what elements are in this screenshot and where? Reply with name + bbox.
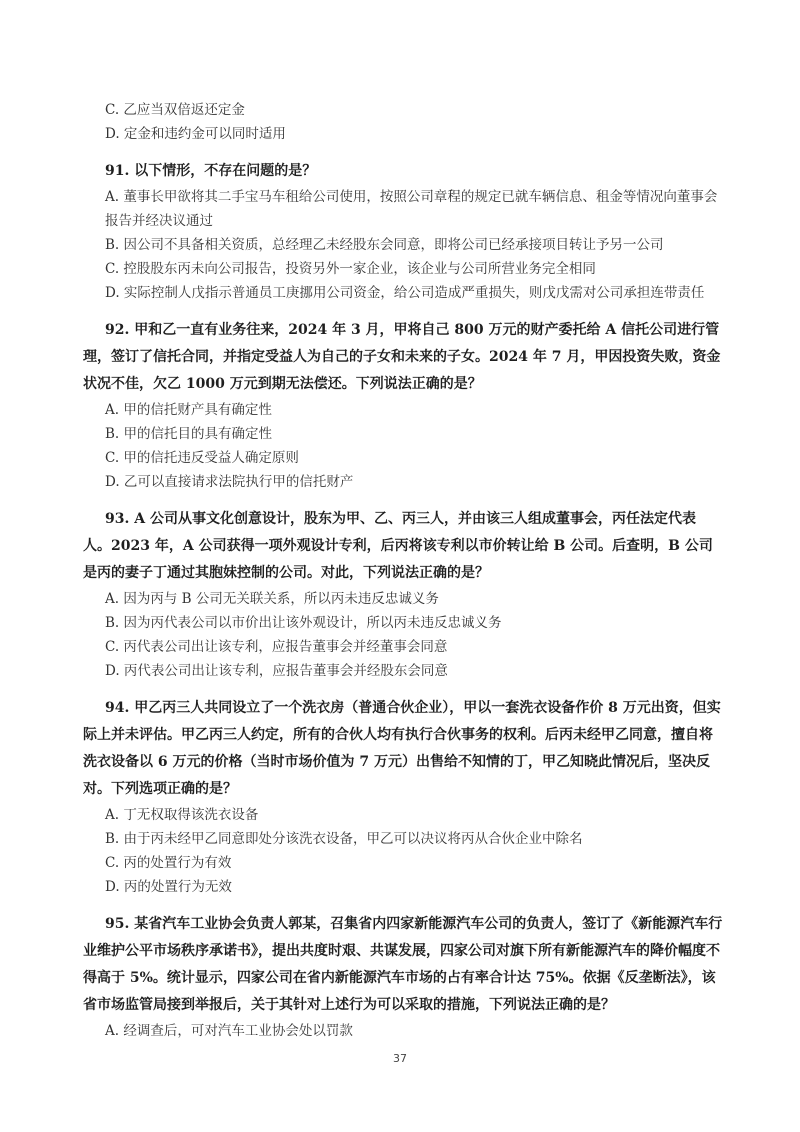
question-93-option-c: C. 丙代表公司出让该专利，应报告董事会并经董事会同意: [105, 639, 448, 655]
question-92-option-a: A. 甲的信托财产具有确定性: [105, 402, 272, 418]
option-d-prev: D. 定金和违约金可以同时适用: [105, 126, 286, 142]
question-95-stem: 95. 某省汽车工业协会负责人郭某，召集省内四家新能源汽车公司的负责人，签订了《新能源汽车行业维护公平市场秩序承诺书》，提出共度时艰、共谋发展，四家公司对旗下所有新能源汽车的降价幅度不得高于 5%。统计显示，四家公司在省内新能源汽车市场的占有率合计达 75%。依据《反垄断法》，该省市场监管局接到举报后，关于其针对上述行为可以采取的措施，下列说法正确的是？: [83, 916, 723, 1013]
question-93-option-a: A. 因为丙与 B 公司无关联关系，所以丙未违反忠诚义务: [105, 591, 439, 607]
question-94-option-b: B. 由于丙未经甲乙同意即处分该洗衣设备，甲乙可以决议将丙从合伙企业中除名: [105, 831, 583, 847]
question-93-stem: 93. A 公司从事文化创意设计，股东为甲、乙、丙三人，并由该三人组成董事会，丙任法定代表人。2023 年，A 公司获得一项外观设计专利，后丙将该专利以市价转让给 B 公司。后查明，B 公司是丙的妻子丁通过其胞妹控制的公司。对此，下列说法正确的是？: [83, 511, 713, 581]
question-91-option-c: C. 控股股东丙未向公司报告，投资另外一家企业，该企业与公司所营业务完全相同: [105, 261, 596, 277]
page-number: 37: [393, 1052, 407, 1065]
question-93-option-d: D. 丙代表公司出让该专利，应报告董事会并经股东会同意: [105, 663, 448, 679]
question-94-option-a: A. 丁无权取得该洗衣设备: [105, 807, 259, 823]
question-94-option-c: C. 丙的处置行为有效: [105, 855, 232, 871]
question-92-stem: 92. 甲和乙一直有业务往来，2024 年 3 月，甲将自己 800 万元的财产委托给 A 信托公司进行管理，签订了信托合同，并指定受益人为自己的子女和未来的子女。2024 年 7 月，甲因投资失败，资金状况不佳，欠乙 1000 万元到期无法偿还。下列说法正确的是？: [83, 322, 721, 392]
question-92-option-b: B. 甲的信托目的具有确定性: [105, 426, 273, 442]
option-c-prev: C. 乙应当双倍返还定金: [105, 102, 245, 118]
question-93-option-b: B. 因为丙代表公司以市价出让该外观设计，所以丙未违反忠诚义务: [105, 615, 502, 631]
question-95-option-a: A. 经调查后，可对汽车工业协会处以罚款: [105, 1023, 353, 1039]
question-91-option-a: A. 董事长甲欲将其二手宝马车租给公司使用，按照公司章程的规定已就车辆信息、租金等情况向董事会报告并经决议通过: [105, 189, 718, 229]
question-92-option-d: D. 乙可以直接请求法院执行甲的信托财产: [105, 474, 354, 490]
question-94-option-d: D. 丙的处置行为无效: [105, 879, 232, 895]
question-92-option-c: C. 甲的信托违反受益人确定原则: [105, 450, 299, 466]
question-91-option-b: B. 因公司不具备相关资质，总经理乙未经股东会同意，即将公司已经承接项目转让予另一公司: [105, 237, 664, 253]
question-91-option-d: D. 实际控制人戊指示普通员工庚挪用公司资金，给公司造成严重损失，则戊戊需对公司承担连带责任: [105, 285, 705, 301]
page-content: [83, 98, 723, 1043]
question-91-stem: 91. 以下情形，不存在问题的是？: [105, 163, 317, 179]
question-94-stem: 94. 甲乙丙三人共同设立了一个洗衣房（普通合伙企业），甲以一套洗衣设备作价 8 万元出资，但实际上并未评估。甲乙丙三人约定，所有的合伙人均有执行合伙事务的权利。后丙未经甲乙同意，擅自将洗衣设备以 6 万元的价格（当时市场价值为 7 万元）出售给不知情的丁，甲乙知晓此情况后，坚决反对。下列选项正确的是？: [83, 700, 721, 797]
